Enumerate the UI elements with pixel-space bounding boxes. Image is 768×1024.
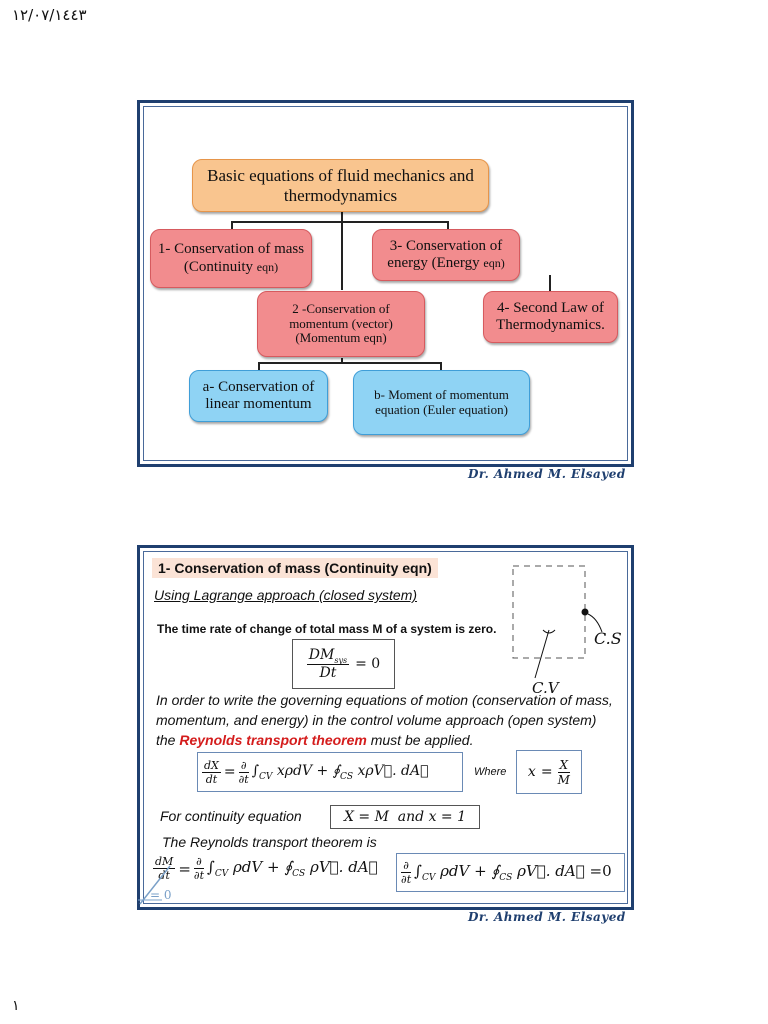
general-rtt-equation: $\frac{dX}{dt}$ = $\frac{\partial}{\partial t}$ $\int_{CV}$ $x\rho dV + ∮_{CS}$ xρV⃗. dA⃗ <box>197 752 463 792</box>
moment-node <box>353 370 530 435</box>
subtitle: Using Lagrange approach (closed system) <box>154 587 418 603</box>
continuity-equation: X = M and x = 1 <box>330 805 480 829</box>
root-node <box>192 159 489 212</box>
connector <box>341 212 343 290</box>
rtt-paragraph: In order to write the governing equations of motion (conservation of mass, momentum, and energy) in the control volume approach (open system) the Reynolds transport theorem must be applied. <box>156 692 613 748</box>
connector <box>549 275 551 291</box>
control-surface-point <box>582 609 589 616</box>
control-volume-sketch <box>505 560 625 695</box>
momentum-node <box>257 291 425 357</box>
mass-node-label: 1- Conservation of mass (Continuity eqn) <box>157 241 305 275</box>
root-node-label: Basic equations of fluid mechanics and thermodynamics <box>207 165 474 205</box>
cs-label: C.S <box>594 629 622 648</box>
connector <box>231 221 448 223</box>
cv-label: C.V <box>532 679 559 697</box>
second-law-node <box>483 291 618 343</box>
author-signature: Dr. Ahmed M. Elsayed <box>468 467 626 481</box>
energy-node-label: 3- Conservation of energy (Energy eqn) <box>387 237 505 271</box>
momentum-node-label: 2 -Conservation of momentum (vector) (Momentum eqn) <box>289 300 393 346</box>
rtt-highlight: Reynolds transport theorem <box>179 732 367 748</box>
mass-node <box>150 229 312 288</box>
cv-pointer <box>535 630 549 678</box>
mass-rtt-lhs: $\frac{dM}{dt}$ = $\frac{\partial}{\partial t}$ $\int_{CV}$ $\rho dV + ∮_{CS}$ ρV⃗. dA⃗ <box>155 855 378 882</box>
connector <box>440 362 442 370</box>
moment-node-label: b- Moment of momentum equation (Euler equation) <box>374 386 509 417</box>
where-label: Where <box>474 766 507 778</box>
mass-rtt-result: $\frac{\partial}{\partial t}$ $\int_{CV}$ $\rho dV + ∮_{CS}$ ρV⃗. dA⃗ =0 <box>396 853 625 892</box>
author-signature-2: Dr. Ahmed M. Elsayed <box>468 910 626 924</box>
slide-title: 1- Conservation of mass (Continuity eqn) <box>152 558 438 578</box>
handwritten-zero-note: = 0 <box>150 888 172 902</box>
rtt-label: The Reynolds transport theorem is <box>162 834 377 850</box>
statement: The time rate of change of total mass M of a system is zero. <box>157 622 497 636</box>
page-number: ١ <box>12 998 20 1014</box>
x-definition: x = $\frac{X}{M}$ <box>516 750 582 794</box>
continuity-label: For continuity equation <box>160 808 302 824</box>
connector <box>258 362 260 370</box>
second-law-node-label: 4- Second Law of Thermodynamics. <box>496 299 605 333</box>
linear-momentum-node-label: a- Conservation of linear momentum <box>202 378 315 412</box>
linear-momentum-node <box>189 370 328 422</box>
page-date: ١٢/٠٧/١٤٤٣ <box>12 6 87 24</box>
closed-system-equation: $\frac{DM_{sys}}{Dt}$ = 0 <box>292 639 395 689</box>
control-surface-rect <box>513 566 585 658</box>
energy-node <box>372 229 520 281</box>
connector <box>258 362 441 364</box>
handwritten-strike-mark <box>136 860 176 910</box>
